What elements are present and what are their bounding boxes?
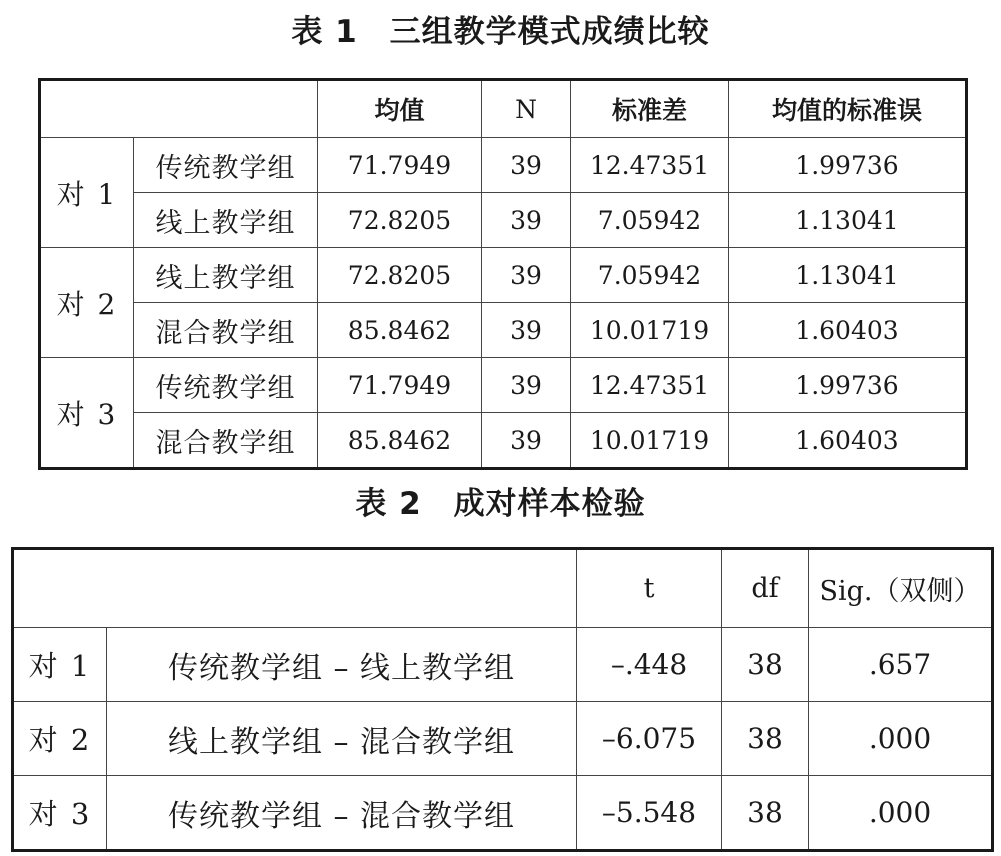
- sd-value: 12.47351: [571, 358, 729, 413]
- t-value: –.448: [577, 628, 722, 702]
- sd-value: 7.05942: [571, 248, 729, 303]
- table-row: [40, 193, 967, 248]
- df-value: 38: [722, 628, 809, 702]
- table2-header-row: [13, 549, 993, 628]
- sd-value: 7.05942: [571, 193, 729, 248]
- group-name: 混合教学组: [134, 413, 318, 469]
- pair-label: 对 1: [40, 138, 134, 248]
- group-name: 线上教学组: [134, 193, 318, 248]
- header-t: t: [577, 549, 722, 628]
- n-value: 39: [482, 138, 571, 193]
- sig-value: .657: [809, 628, 993, 702]
- df-value: 38: [722, 776, 809, 851]
- sig-value: .000: [809, 776, 993, 851]
- header-mean: 均值: [318, 80, 482, 138]
- paired-samples-test-table: [11, 547, 994, 852]
- t-value: –5.548: [577, 776, 722, 851]
- table-row: [40, 138, 967, 193]
- group-name: 混合教学组: [134, 303, 318, 358]
- mean-value: 85.8462: [318, 413, 482, 469]
- mean-value: 71.7949: [318, 138, 482, 193]
- table-row: [40, 413, 967, 469]
- n-value: 39: [482, 413, 571, 469]
- sd-value: 12.47351: [571, 138, 729, 193]
- table-row: [13, 702, 993, 776]
- pair-label: 对 2: [13, 702, 107, 776]
- df-value: 38: [722, 702, 809, 776]
- pair-label: 对 2: [40, 248, 134, 358]
- mean-value: 71.7949: [318, 358, 482, 413]
- sd-value: 10.01719: [571, 413, 729, 469]
- table-row: [13, 776, 993, 851]
- pair-label: 对 1: [13, 628, 107, 702]
- table-row: [13, 628, 993, 702]
- sig-value: .000: [809, 702, 993, 776]
- n-value: 39: [482, 358, 571, 413]
- se-value: 1.13041: [729, 248, 967, 303]
- header-sig: Sig.（双侧）: [809, 549, 993, 628]
- table-row: [40, 358, 967, 413]
- se-value: 1.60403: [729, 413, 967, 469]
- comparison-label: 线上教学组 – 混合教学组: [107, 702, 577, 776]
- header-df: df: [722, 549, 809, 628]
- table-row: [40, 303, 967, 358]
- table1-header-blank: [40, 80, 318, 138]
- se-value: 1.99736: [729, 138, 967, 193]
- table2-header-blank: [13, 549, 577, 628]
- descriptive-stats-table: [38, 78, 968, 470]
- se-value: 1.13041: [729, 193, 967, 248]
- t-value: –6.075: [577, 702, 722, 776]
- header-n: N: [482, 80, 571, 138]
- se-value: 1.60403: [729, 303, 967, 358]
- group-name: 传统教学组: [134, 138, 318, 193]
- table2-title: 表 2 成对样本检验: [355, 486, 646, 522]
- comparison-label: 传统教学组 – 线上教学组: [107, 628, 577, 702]
- mean-value: 72.8205: [318, 248, 482, 303]
- header-sd: 标准差: [571, 80, 729, 138]
- group-name: 传统教学组: [134, 358, 318, 413]
- n-value: 39: [482, 248, 571, 303]
- mean-value: 72.8205: [318, 193, 482, 248]
- n-value: 39: [482, 193, 571, 248]
- sd-value: 10.01719: [571, 303, 729, 358]
- group-name: 线上教学组: [134, 248, 318, 303]
- table-row: [40, 248, 967, 303]
- header-se: 均值的标准误: [729, 80, 967, 138]
- table1-title: 表 1 三组教学模式成绩比较: [291, 14, 710, 50]
- comparison-label: 传统教学组 – 混合教学组: [107, 776, 577, 851]
- table1-header-row: [40, 80, 967, 138]
- pair-label: 对 3: [13, 776, 107, 851]
- pair-label: 对 3: [40, 358, 134, 469]
- n-value: 39: [482, 303, 571, 358]
- mean-value: 85.8462: [318, 303, 482, 358]
- se-value: 1.99736: [729, 358, 967, 413]
